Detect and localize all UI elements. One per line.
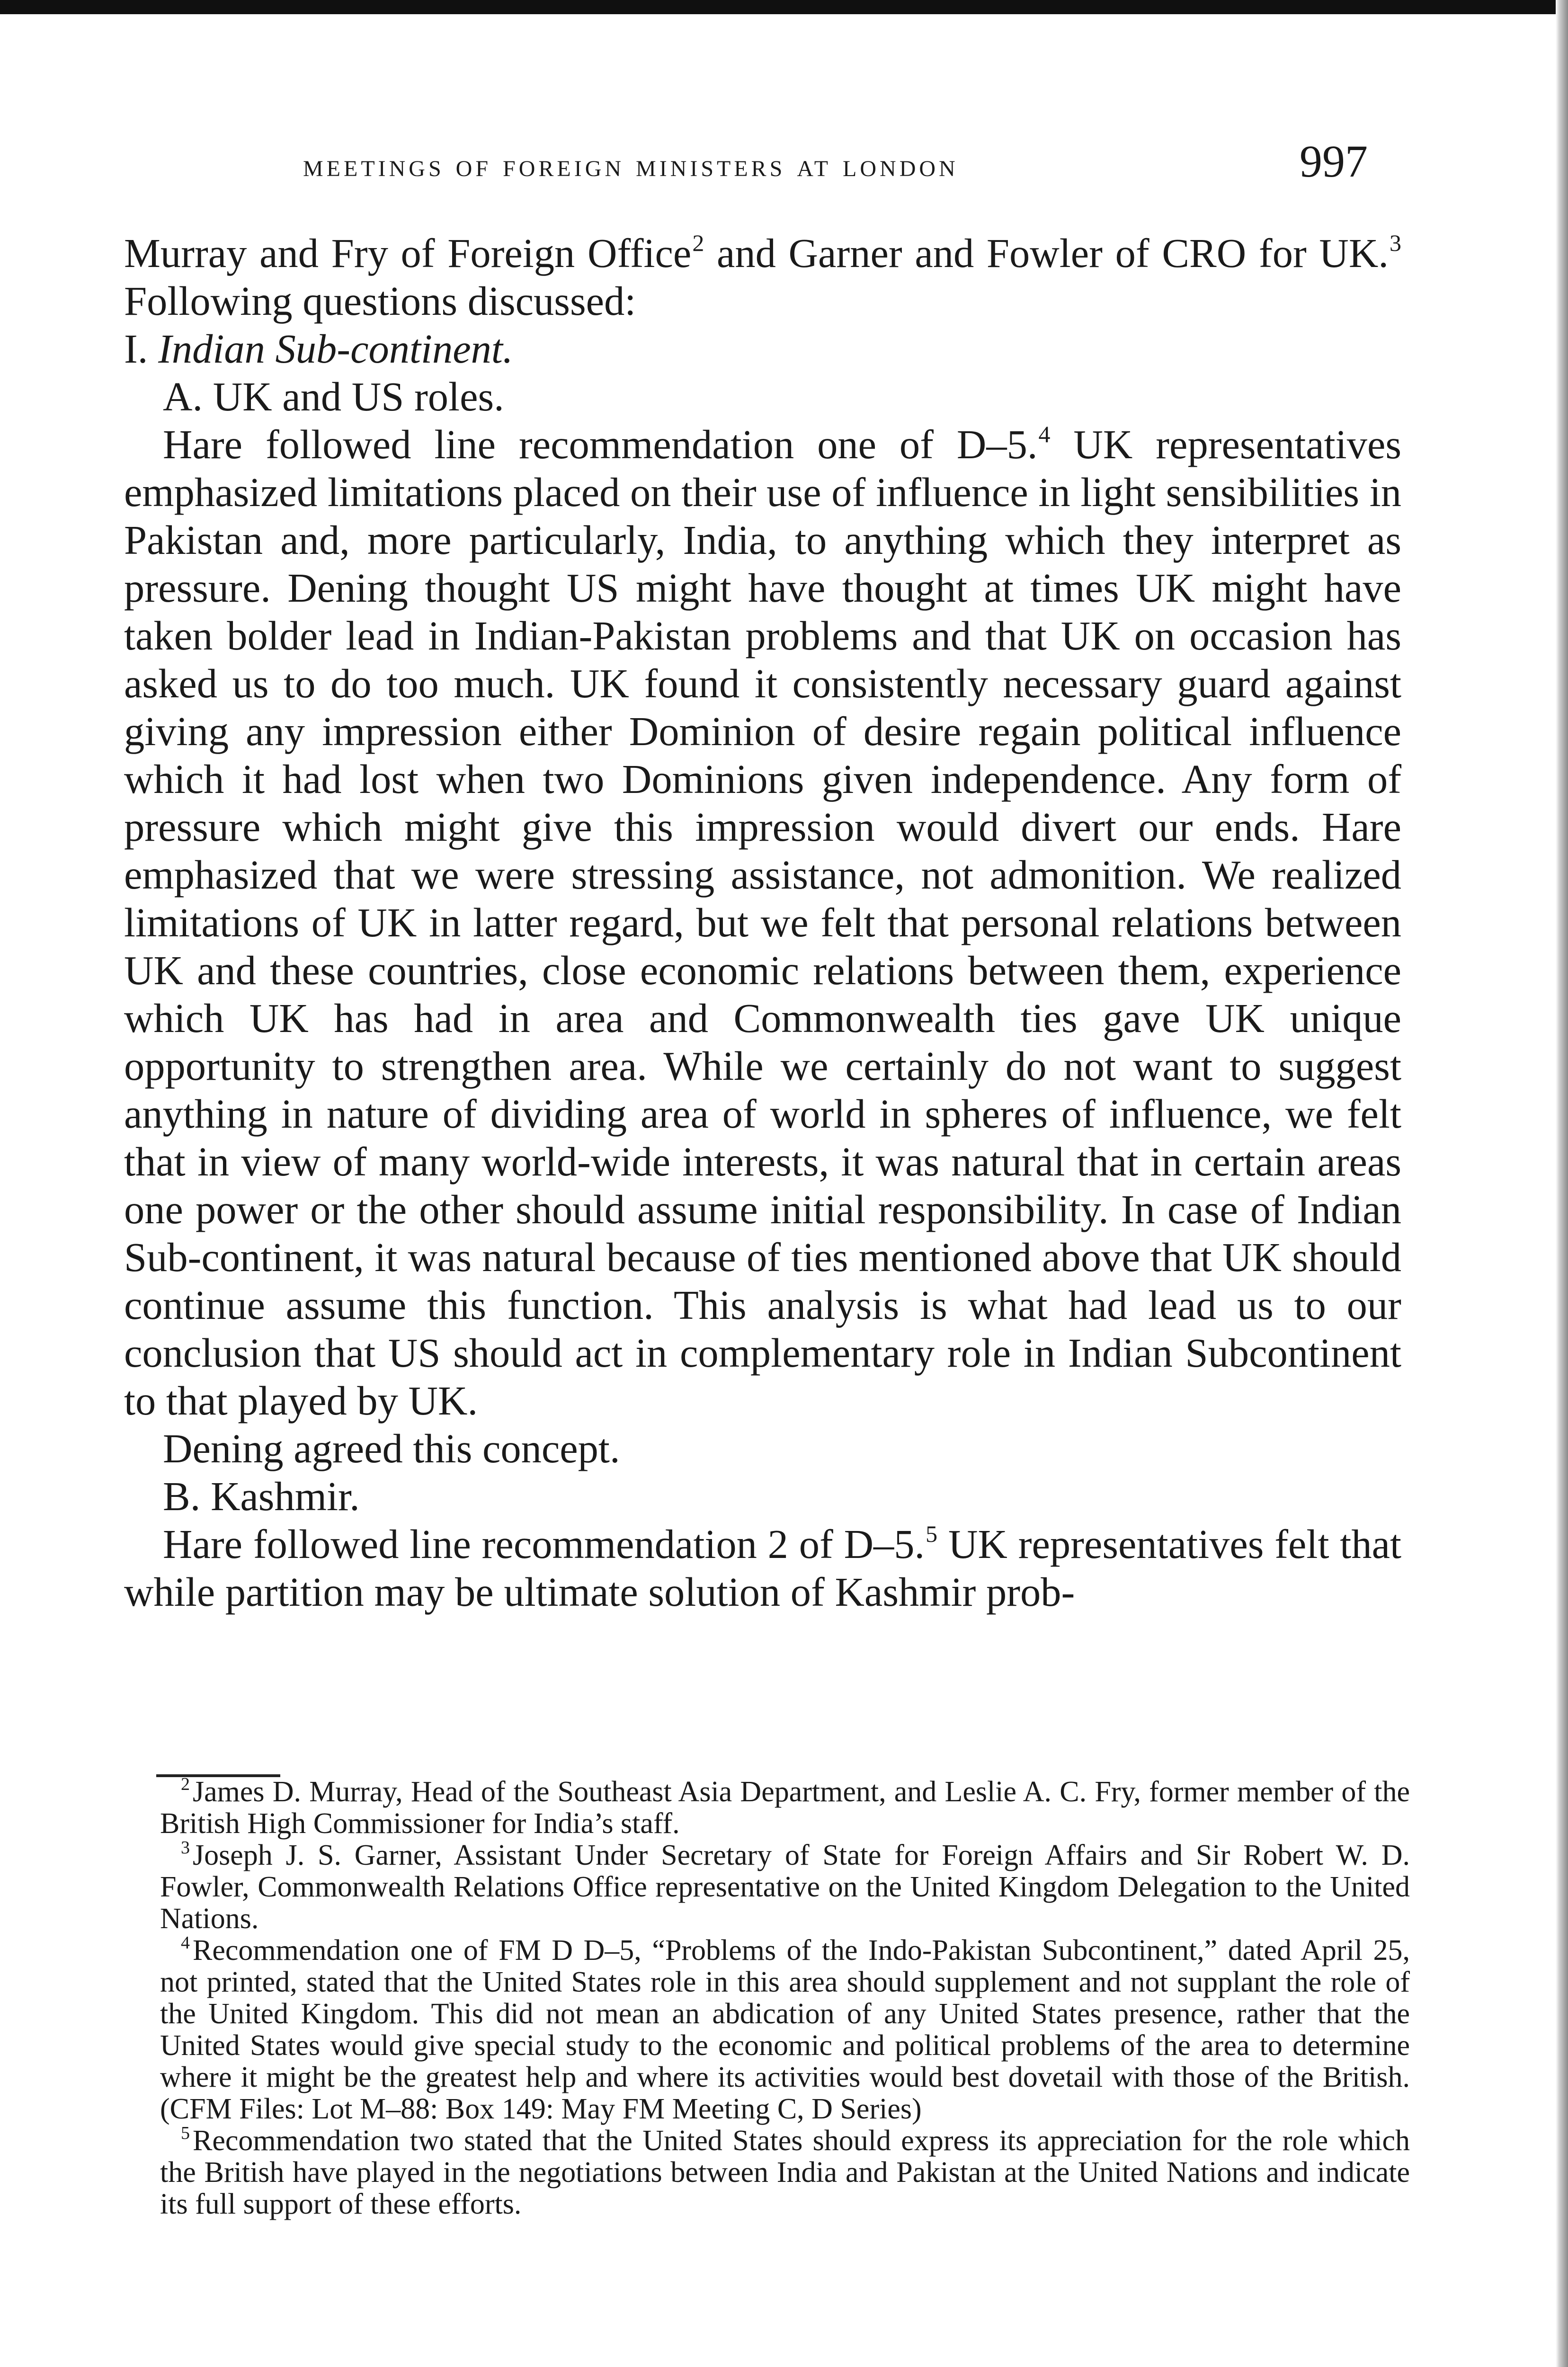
footnote-marker: 5: [181, 2123, 190, 2143]
footnote-marker: 4: [181, 1933, 190, 1953]
footnote-text: Recommendation one of FM D D–5, “Problems of the Indo-Pakistan Subcontinent,” dated April 25, not printed, stated that the United States role in this area should supplement and not supplant the role of the United Kingdom. This did not mean an abdication of any United States presence, rather that the United States would give special study to the economic and political problems of the area to determine where it might be the greatest help and where its activities would best dovetail with those of the British. (CFM Files: Lot M–88: Box 149: May FM Meeting C, D Series): [160, 1934, 1410, 2125]
footnote-2: [160, 1776, 1410, 1840]
opening-paragraph: [124, 230, 1401, 325]
footnote-ref-2: 2: [692, 230, 704, 256]
footnote-3: [160, 1840, 1410, 1935]
kashmir-text-a: Hare followed line recommendation 2 of D–5.: [163, 1522, 925, 1567]
section-heading: [124, 325, 1401, 373]
footnote-ref-5: 5: [926, 1521, 938, 1547]
subheading-b: B. Kashmir.: [163, 1474, 360, 1519]
kashmir-text-b: UK representatives felt that while partition may be ultimate solution of Kashmir prob-: [124, 1522, 1401, 1615]
footnote-ref-4: 4: [1038, 421, 1051, 447]
footnotes: [160, 1776, 1410, 2220]
footnote-text: Recommendation two stated that the United States should express its appreciation for the role which the British have played in the negotiations between India and Pakistan at the United Nations and indicate its full support of these efforts.: [160, 2125, 1410, 2220]
footnote-marker: 3: [181, 1838, 190, 1858]
running-head: meetings of foreign ministers at london: [303, 147, 959, 183]
top-border: [0, 0, 1568, 14]
opening-text-c: Following questions discussed:: [124, 278, 636, 324]
footnote-text: James D. Murray, Head of the Southeast Asia Department, and Leslie A. C. Fry, former member of the British High Commissioner for India’s staff.: [160, 1776, 1410, 1840]
opening-text-b: and Garner and Fowler of CRO for UK.: [704, 231, 1389, 276]
roles-text-a: Hare followed line recommendation one of D–5.: [163, 422, 1038, 467]
section-title: Indian Sub-continent.: [158, 326, 513, 372]
footnote-4: [160, 1935, 1410, 2125]
page-edge-shadow: [1556, 0, 1568, 2367]
page-number: 997: [1300, 136, 1368, 187]
section-number: I.: [124, 326, 159, 372]
opening-text-a: Murray and Fry of Foreign Office: [124, 231, 692, 276]
footnote-marker: 2: [181, 1774, 190, 1794]
footnote-text: Joseph J. S. Garner, Assistant Under Secretary of State for Foreign Affairs and Sir Robert W. D. Fowler, Commonwealth Relations Office representative on the United Kingdom Delegation to the United Nations.: [160, 1839, 1410, 1935]
dening-paragraph: Dening agreed this concept.: [163, 1426, 620, 1471]
body-text: [124, 230, 1401, 1616]
footnote-5: [160, 2125, 1410, 2220]
roles-text-b: UK representatives emphasized limitations placed on their use of influence in light sensibilities in Pakistan and, more particularly, India, to anything which they interpret as pressure. Dening thought US might have thought at times UK might have taken bolder lead in Indian-Pakistan problems and that UK on occasion has asked us to do too much. UK found it consistently necessary guard against giving any impression either Dominion of desire regain political influence which it had lost when two Dominions given independence. Any form of pressure which might give this impression would divert our ends. Hare emphasized that we were stressing assistance, not admonition. We realized limitations of UK in latter regard, but we felt that personal relations between UK and these countries, close economic relations between them, experience which UK has had in area and Commonwealth ties gave UK unique opportunity to strengthen area. While we certainly do not want to suggest anything in nature of dividing area of world in spheres of influence, we felt that in view of many world-wide interests, it was natural that in certain areas one power or the other should assume initial responsibility. In case of Indian Sub-continent, it was natural because of ties mentioned above that UK should continue assume this function. This analysis is what had lead us to our conclusion that US should act in complementary role in Indian Subcontinent to that played by UK.: [124, 422, 1401, 1424]
subheading-a: A. UK and US roles.: [163, 374, 504, 419]
footnote-ref-3: 3: [1389, 230, 1401, 256]
kashmir-paragraph: [124, 1521, 1401, 1616]
roles-paragraph: [124, 421, 1401, 1425]
